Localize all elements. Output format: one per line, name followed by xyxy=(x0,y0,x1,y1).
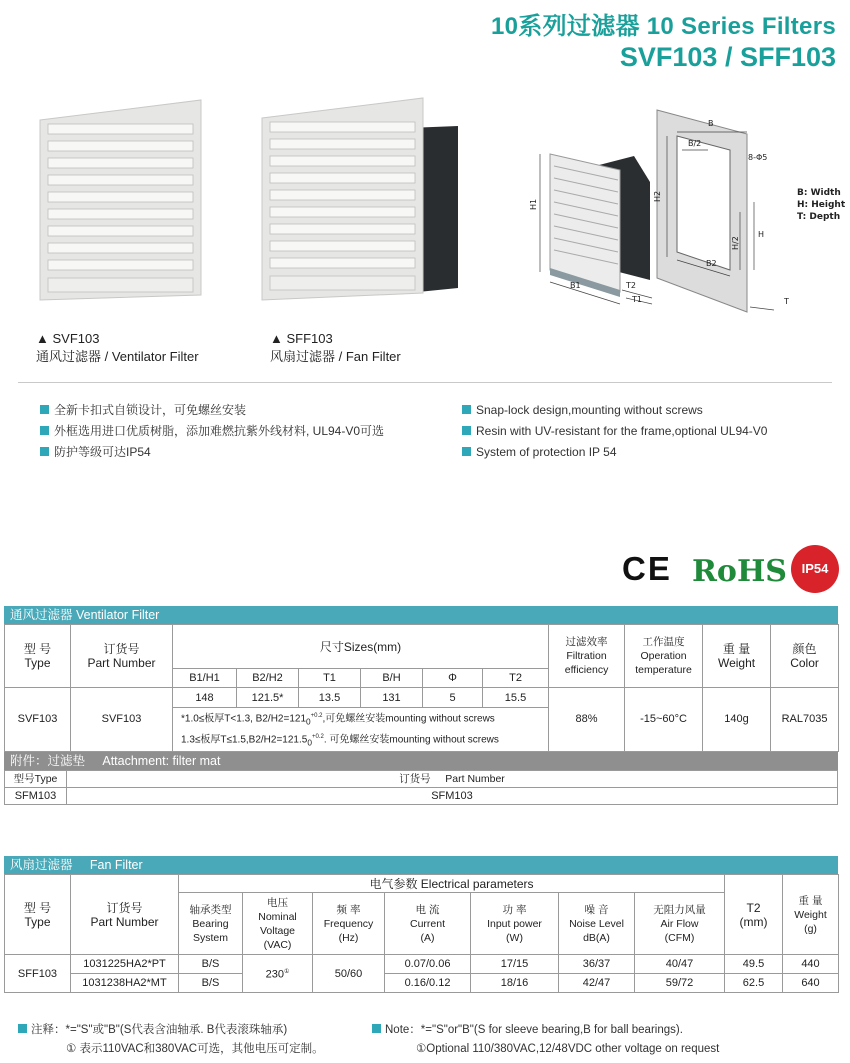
fan-col-noise: 噪 音 Noise Level dB(A) xyxy=(559,893,635,955)
fan-col-t2: T2 (mm) xyxy=(725,875,783,955)
fan-col-bearing: 轴承类型 Bearing System xyxy=(179,893,243,955)
col-t1: T1 xyxy=(299,669,361,688)
fan-col-type: 型 号 Type xyxy=(5,875,71,955)
feature-item: 全新卡扣式自锁设计，可免螺丝安装 xyxy=(40,400,384,421)
rohs-logo: RoHS xyxy=(692,554,787,589)
dim-b-half: B/2 xyxy=(688,139,702,148)
fan-cell-t2: 62.5 xyxy=(725,974,783,993)
dim-h-half: H/2 xyxy=(731,236,740,250)
col-phi: Φ xyxy=(423,669,483,688)
dim-hole: 8-Φ5 xyxy=(748,153,768,162)
page-title: 10系列过滤器 10 Series Filters xyxy=(491,13,836,40)
col-color: 颜色 Color xyxy=(771,625,839,688)
feature-item: Resin with UV-resistant for the frame,optional UL94-V0 xyxy=(462,421,767,442)
notes-cn xyxy=(18,1021,324,1059)
cell-t1: 13.5 xyxy=(299,688,361,708)
col-type: 型 号 Type xyxy=(5,625,71,688)
fan-col-frequency: 频 率 Frequency (Hz) xyxy=(313,893,385,955)
mat-cell-type: SFM103 xyxy=(5,787,67,804)
cell-part-number: SVF103 xyxy=(71,688,173,752)
fan-cell-part-number: 1031225HA2*PT xyxy=(71,955,179,974)
sff103-image xyxy=(258,88,468,311)
dim-b1: B1 xyxy=(570,281,581,290)
col-temperature: 工作温度 Operation temperature xyxy=(625,625,703,688)
cell-color: RAL7035 xyxy=(771,688,839,752)
fan-cell-voltage: 230① xyxy=(243,955,313,993)
col-b1h1: B1/H1 xyxy=(173,669,237,688)
caption-svf103 xyxy=(36,330,199,366)
fan-col-voltage: 电压 Nominal Voltage (VAC) xyxy=(243,893,313,955)
dim-t2: T2 xyxy=(626,281,636,290)
fan-cell-weight: 440 xyxy=(783,955,839,974)
fan-cell-bearing: B/S xyxy=(179,974,243,993)
fan-cell-frequency: 50/60 xyxy=(313,955,385,993)
feature-item: Snap-lock design,mounting without screws xyxy=(462,400,767,421)
dim-t1: T1 xyxy=(632,295,642,304)
feature-item: 外框选用进口优质树脂，添加难燃抗紫外线材料, UL94-V0可选 xyxy=(40,421,384,442)
fan-col-current: 电 流 Current (A) xyxy=(385,893,471,955)
fan-cell-noise: 42/47 xyxy=(559,974,635,993)
page-subtitle: SVF103 / SFF103 xyxy=(619,42,836,72)
fan-cell-weight: 640 xyxy=(783,974,839,993)
cell-temperature: -15~60°C xyxy=(625,688,703,752)
col-efficiency: 过滤效率 Filtration efficiency xyxy=(549,625,625,688)
features-en xyxy=(462,400,767,463)
cell-thickness-note: *1.0≤板厚T<1.3, $B2/H2=121_0^{+0.2}$,可免螺丝安装mounting without screws 1.3≤板厚$T\le 1.5,B2/H2=121.5_0^{+0.2}$. 可免螺丝安装mounting without screws xyxy=(173,708,549,752)
fan-cell-airflow: 40/47 xyxy=(635,955,725,974)
legend-depth: T: Depth xyxy=(797,212,841,222)
caption-sff103 xyxy=(270,330,401,366)
fan-cell-airflow: 59/72 xyxy=(635,974,725,993)
mat-bar: 附件：过滤垫 Attachment: filter mat xyxy=(4,752,838,770)
product-name: 风扇过滤器 / Fan Filter xyxy=(270,349,401,364)
note-en-2: ①Optional 110/380VAC,12/48VDC other voltage on request xyxy=(416,1043,720,1055)
features-cn xyxy=(40,400,384,463)
note-cn-2: ① 表示110VAC和380VAC可选，其他电压可定制。 xyxy=(66,1043,324,1055)
ventilator-table xyxy=(4,606,838,805)
fan-col-part-number: 订货号 Part Number xyxy=(71,875,179,955)
mat-col-part-number: 订货号 Part Number xyxy=(67,770,838,787)
divider xyxy=(18,382,832,383)
feature-item: 防护等级可达IP54 xyxy=(40,442,384,463)
cell-phi: 5 xyxy=(423,688,483,708)
cell-efficiency: 88% xyxy=(549,688,625,752)
col-weight: 重 量 Weight xyxy=(703,625,771,688)
legend-width: B: Width xyxy=(797,188,841,198)
cell-t2: 15.5 xyxy=(483,688,549,708)
col-sizes: 尺寸Sizes(mm) xyxy=(173,625,549,669)
product-code: ▲ SVF103 xyxy=(36,331,100,346)
note-cn-1: 注释：*="S"或"B"(S代表含油轴承. B代表滚珠轴承) xyxy=(31,1024,288,1036)
note-en-1: Note：*="S"or"B"(S for sleeve bearing,B for ball bearings). xyxy=(385,1024,683,1036)
fan-col-weight: 重 量 Weight (g) xyxy=(783,875,839,955)
cell-weight: 140g xyxy=(703,688,771,752)
cell-b1h1: 148 xyxy=(173,688,237,708)
dim-b2: B2 xyxy=(706,259,717,268)
fan-bar: 风扇过滤器 Fan Filter xyxy=(4,856,838,874)
fan-col-airflow: 无阻力风量 Air Flow (CFM) xyxy=(635,893,725,955)
ip54-badge: IP54 xyxy=(791,545,839,593)
fan-cell-type: SFF103 xyxy=(5,955,71,993)
dim-h1: H1 xyxy=(529,198,538,210)
product-name: 通风过滤器 / Ventilator Filter xyxy=(36,349,199,364)
ce-logo: CE xyxy=(622,550,672,587)
fan-cell-bearing: B/S xyxy=(179,955,243,974)
legend-height: H: Height xyxy=(797,200,846,210)
fan-cell-part-number: 1031238HA2*MT xyxy=(71,974,179,993)
col-part-number: 订货号 Part Number xyxy=(71,625,173,688)
fan-cell-current: 0.16/0.12 xyxy=(385,974,471,993)
fan-cell-current: 0.07/0.06 xyxy=(385,955,471,974)
col-t2: T2 xyxy=(483,669,549,688)
mat-col-type: 型号Type xyxy=(5,770,67,787)
dimension-diagram xyxy=(522,92,847,319)
notes-en xyxy=(372,1021,719,1059)
fan-cell-power: 18/16 xyxy=(471,974,559,993)
fan-col-electrical: 电气参数 Electrical parameters xyxy=(179,875,725,893)
ventilator-bar: 通风过滤器 Ventilator Filter xyxy=(4,606,838,624)
dim-t: T xyxy=(784,297,789,306)
col-bh: B/H xyxy=(361,669,423,688)
product-code: ▲ SFF103 xyxy=(270,331,333,346)
col-b2h2: B2/H2 xyxy=(237,669,299,688)
dim-b: B xyxy=(708,119,714,128)
fan-col-power: 功 率 Input power (W) xyxy=(471,893,559,955)
mat-cell-part-number: SFM103 xyxy=(67,787,838,804)
fan-cell-t2: 49.5 xyxy=(725,955,783,974)
svf103-image xyxy=(36,90,206,310)
fan-table xyxy=(4,856,838,993)
cell-b2h2: 121.5* xyxy=(237,688,299,708)
cell-type: SVF103 xyxy=(5,688,71,752)
fan-cell-noise: 36/37 xyxy=(559,955,635,974)
dim-h: H xyxy=(758,230,765,239)
dim-h2: H2 xyxy=(653,190,662,202)
feature-item: System of protection IP 54 xyxy=(462,442,767,463)
cell-bh: 131 xyxy=(361,688,423,708)
fan-cell-power: 17/15 xyxy=(471,955,559,974)
